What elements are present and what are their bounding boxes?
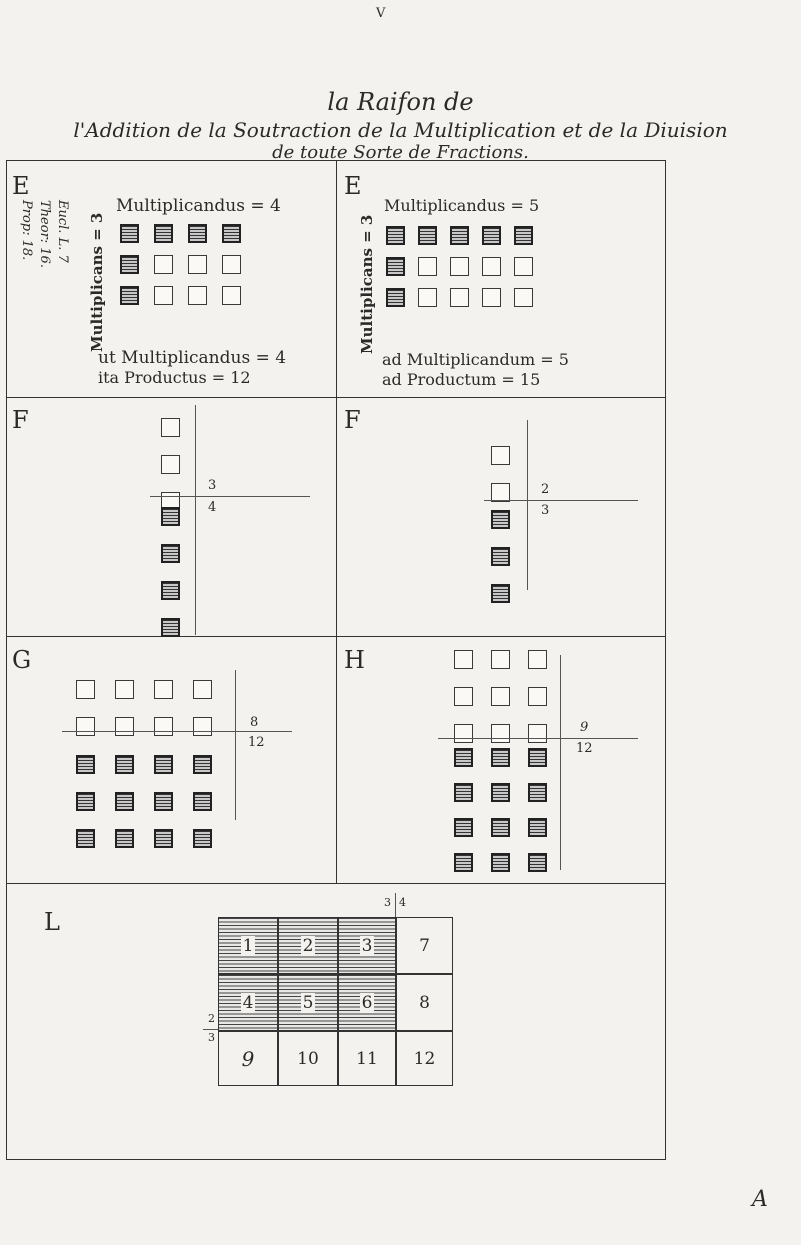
filled-square: [528, 748, 547, 767]
filled-square: [491, 853, 510, 872]
page-signature-mark: A: [752, 1187, 768, 1212]
filled-square: [491, 748, 510, 767]
filled-square: [482, 226, 501, 245]
cell-value: 7: [419, 935, 430, 956]
filled-square: [454, 853, 473, 872]
h-filled-grid: [454, 748, 547, 872]
filled-square: [154, 792, 173, 811]
ad-multiplicandum-line: ad Multiplicandum = 5: [382, 350, 569, 369]
filled-square: [491, 584, 510, 603]
empty-square: [193, 717, 212, 736]
filled-square: [514, 226, 533, 245]
grid-cell: [278, 917, 338, 974]
filled-square: [161, 544, 180, 563]
empty-square: [161, 455, 180, 474]
fraction-numerator: 3: [208, 478, 217, 493]
title-line-2: l'Addition de la Soutraction de la Multiplication et de la Diuision: [73, 118, 728, 142]
filled-square: [454, 748, 473, 767]
f1-filled-column: [161, 507, 180, 637]
panel-letter: L: [44, 908, 60, 936]
f2-empty-column: [491, 446, 510, 502]
empty-square: [188, 255, 207, 274]
empty-square: [161, 418, 180, 437]
top-label-right: 4: [399, 896, 406, 909]
filled-square: [454, 818, 473, 837]
e1-square-grid: [120, 224, 241, 305]
fraction-bar: [62, 731, 292, 732]
empty-square: [482, 257, 501, 276]
cell-value: 3: [361, 935, 373, 956]
fraction-vertical-rule: [560, 655, 561, 870]
side-fraction-bar: [203, 1029, 219, 1030]
divider-column: [336, 160, 337, 883]
filled-square: [454, 783, 473, 802]
empty-square: [528, 650, 547, 669]
fraction-denominator: 3: [541, 503, 550, 518]
cell-value: 10: [297, 1048, 319, 1069]
empty-square: [418, 288, 437, 307]
filled-square: [491, 547, 510, 566]
grid-cell: [338, 974, 396, 1031]
filled-square: [120, 255, 139, 274]
top-label-divider: [395, 893, 396, 917]
cell-value: 2: [302, 935, 314, 956]
filled-square: [418, 226, 437, 245]
empty-square: [188, 286, 207, 305]
citation-eucl: Eucl. L. 7: [55, 200, 70, 263]
empty-square: [491, 724, 510, 743]
empty-square: [514, 257, 533, 276]
empty-square: [454, 724, 473, 743]
h-empty-grid: [454, 650, 547, 743]
ad-productum-line: ad Productum = 15: [382, 370, 541, 389]
empty-square: [115, 717, 134, 736]
cell-value: 9: [241, 1046, 255, 1071]
filled-square: [120, 286, 139, 305]
multiplicandus-label: Multiplicandus = 5: [384, 196, 540, 215]
empty-square: [491, 687, 510, 706]
cell-value: 8: [419, 992, 430, 1013]
grid-cell: [218, 1031, 278, 1086]
empty-square: [193, 680, 212, 699]
grid-cell: [338, 1031, 396, 1086]
ut-line: ut Multiplicandus = 4: [98, 348, 287, 368]
fraction-bar: [438, 738, 638, 739]
panel-letter: E: [12, 172, 30, 200]
fraction-numerator: 8: [250, 715, 259, 730]
filled-square: [161, 507, 180, 526]
filled-square: [115, 792, 134, 811]
empty-square: [514, 288, 533, 307]
grid-cell: [338, 917, 396, 974]
filled-square: [188, 224, 207, 243]
cell-value: 6: [361, 992, 373, 1013]
multiplicans-side-label: Multiplicans = 3: [88, 212, 106, 352]
empty-square: [154, 286, 173, 305]
filled-square: [491, 510, 510, 529]
fraction-numerator: 2: [541, 482, 550, 497]
cell-value: 4: [242, 992, 254, 1013]
filled-square: [491, 783, 510, 802]
filled-square: [154, 224, 173, 243]
grid-cell: [218, 917, 278, 974]
cell-value: 5: [302, 992, 314, 1013]
empty-square: [154, 680, 173, 699]
filled-square: [76, 755, 95, 774]
empty-square: [115, 680, 134, 699]
grid-cell: [218, 974, 278, 1031]
filled-square: [154, 829, 173, 848]
empty-square: [222, 255, 241, 274]
multiplicans-side-label: Multiplicans = 3: [358, 214, 376, 354]
fraction-vertical-rule: [527, 420, 528, 590]
filled-square: [115, 755, 134, 774]
empty-square: [76, 680, 95, 699]
panel-letter: F: [344, 406, 361, 434]
empty-square: [76, 717, 95, 736]
filled-square: [76, 829, 95, 848]
panel-letter: E: [344, 172, 362, 200]
cell-value: 12: [413, 1048, 436, 1069]
filled-square: [528, 853, 547, 872]
panel-letter: F: [12, 406, 29, 434]
divider-row-3: [6, 883, 666, 884]
fraction-bar: [484, 500, 638, 501]
cell-value: 11: [356, 1048, 378, 1069]
filled-square: [528, 818, 547, 837]
panel-letter: H: [344, 646, 365, 674]
empty-square: [491, 650, 510, 669]
empty-square: [450, 288, 469, 307]
top-label-left: 3: [384, 896, 391, 909]
filled-square: [450, 226, 469, 245]
filled-square: [193, 755, 212, 774]
grid-cell: [396, 917, 453, 974]
side-fraction-numerator: 2: [208, 1012, 215, 1025]
filled-square: [193, 792, 212, 811]
filled-square: [161, 581, 180, 600]
multiplicandus-label: Multiplicandus = 4: [116, 196, 281, 216]
fraction-denominator: 12: [576, 741, 593, 756]
filled-square: [115, 829, 134, 848]
filled-square: [491, 818, 510, 837]
empty-square: [528, 687, 547, 706]
cell-value: 1: [242, 935, 254, 956]
filled-square: [154, 755, 173, 774]
empty-square: [528, 724, 547, 743]
filled-square: [386, 257, 405, 276]
grid-cell: [278, 974, 338, 1031]
filled-square: [76, 792, 95, 811]
e2-square-grid: [386, 226, 533, 307]
filled-square: [193, 829, 212, 848]
g-empty-grid: [76, 680, 212, 736]
empty-square: [491, 446, 510, 465]
fraction-denominator: 12: [248, 735, 265, 750]
panel-letter: G: [12, 646, 32, 674]
grid-cell: [396, 974, 453, 1031]
filled-square: [386, 288, 405, 307]
fraction-bar: [150, 496, 310, 497]
empty-square: [454, 687, 473, 706]
empty-square: [154, 717, 173, 736]
filled-square: [161, 618, 180, 637]
empty-square: [450, 257, 469, 276]
filled-square: [222, 224, 241, 243]
side-fraction-denominator: 3: [208, 1031, 215, 1044]
fraction-vertical-rule: [195, 405, 196, 635]
g-filled-grid: [76, 755, 212, 848]
empty-square: [454, 650, 473, 669]
filled-square: [528, 783, 547, 802]
filled-square: [386, 226, 405, 245]
citation-prop: Prop: 18.: [19, 200, 34, 261]
ita-line: ita Productus = 12: [98, 368, 251, 387]
empty-square: [154, 255, 173, 274]
top-mark: V: [376, 6, 386, 21]
fraction-numerator: 9: [580, 720, 589, 735]
citation-theor: Theor: 16.: [37, 200, 52, 268]
grid-cell: [278, 1031, 338, 1086]
empty-square: [482, 288, 501, 307]
f1-empty-column: [161, 418, 180, 511]
empty-square: [418, 257, 437, 276]
title-line-3: de toute Sorte de Fractions.: [272, 142, 529, 163]
grid-cell: [396, 1031, 453, 1086]
fraction-denominator: 4: [208, 500, 217, 515]
filled-square: [120, 224, 139, 243]
f2-filled-column: [491, 510, 510, 603]
fraction-vertical-rule: [235, 670, 236, 820]
title-line-1: la Raifon de: [327, 88, 474, 116]
empty-square: [222, 286, 241, 305]
